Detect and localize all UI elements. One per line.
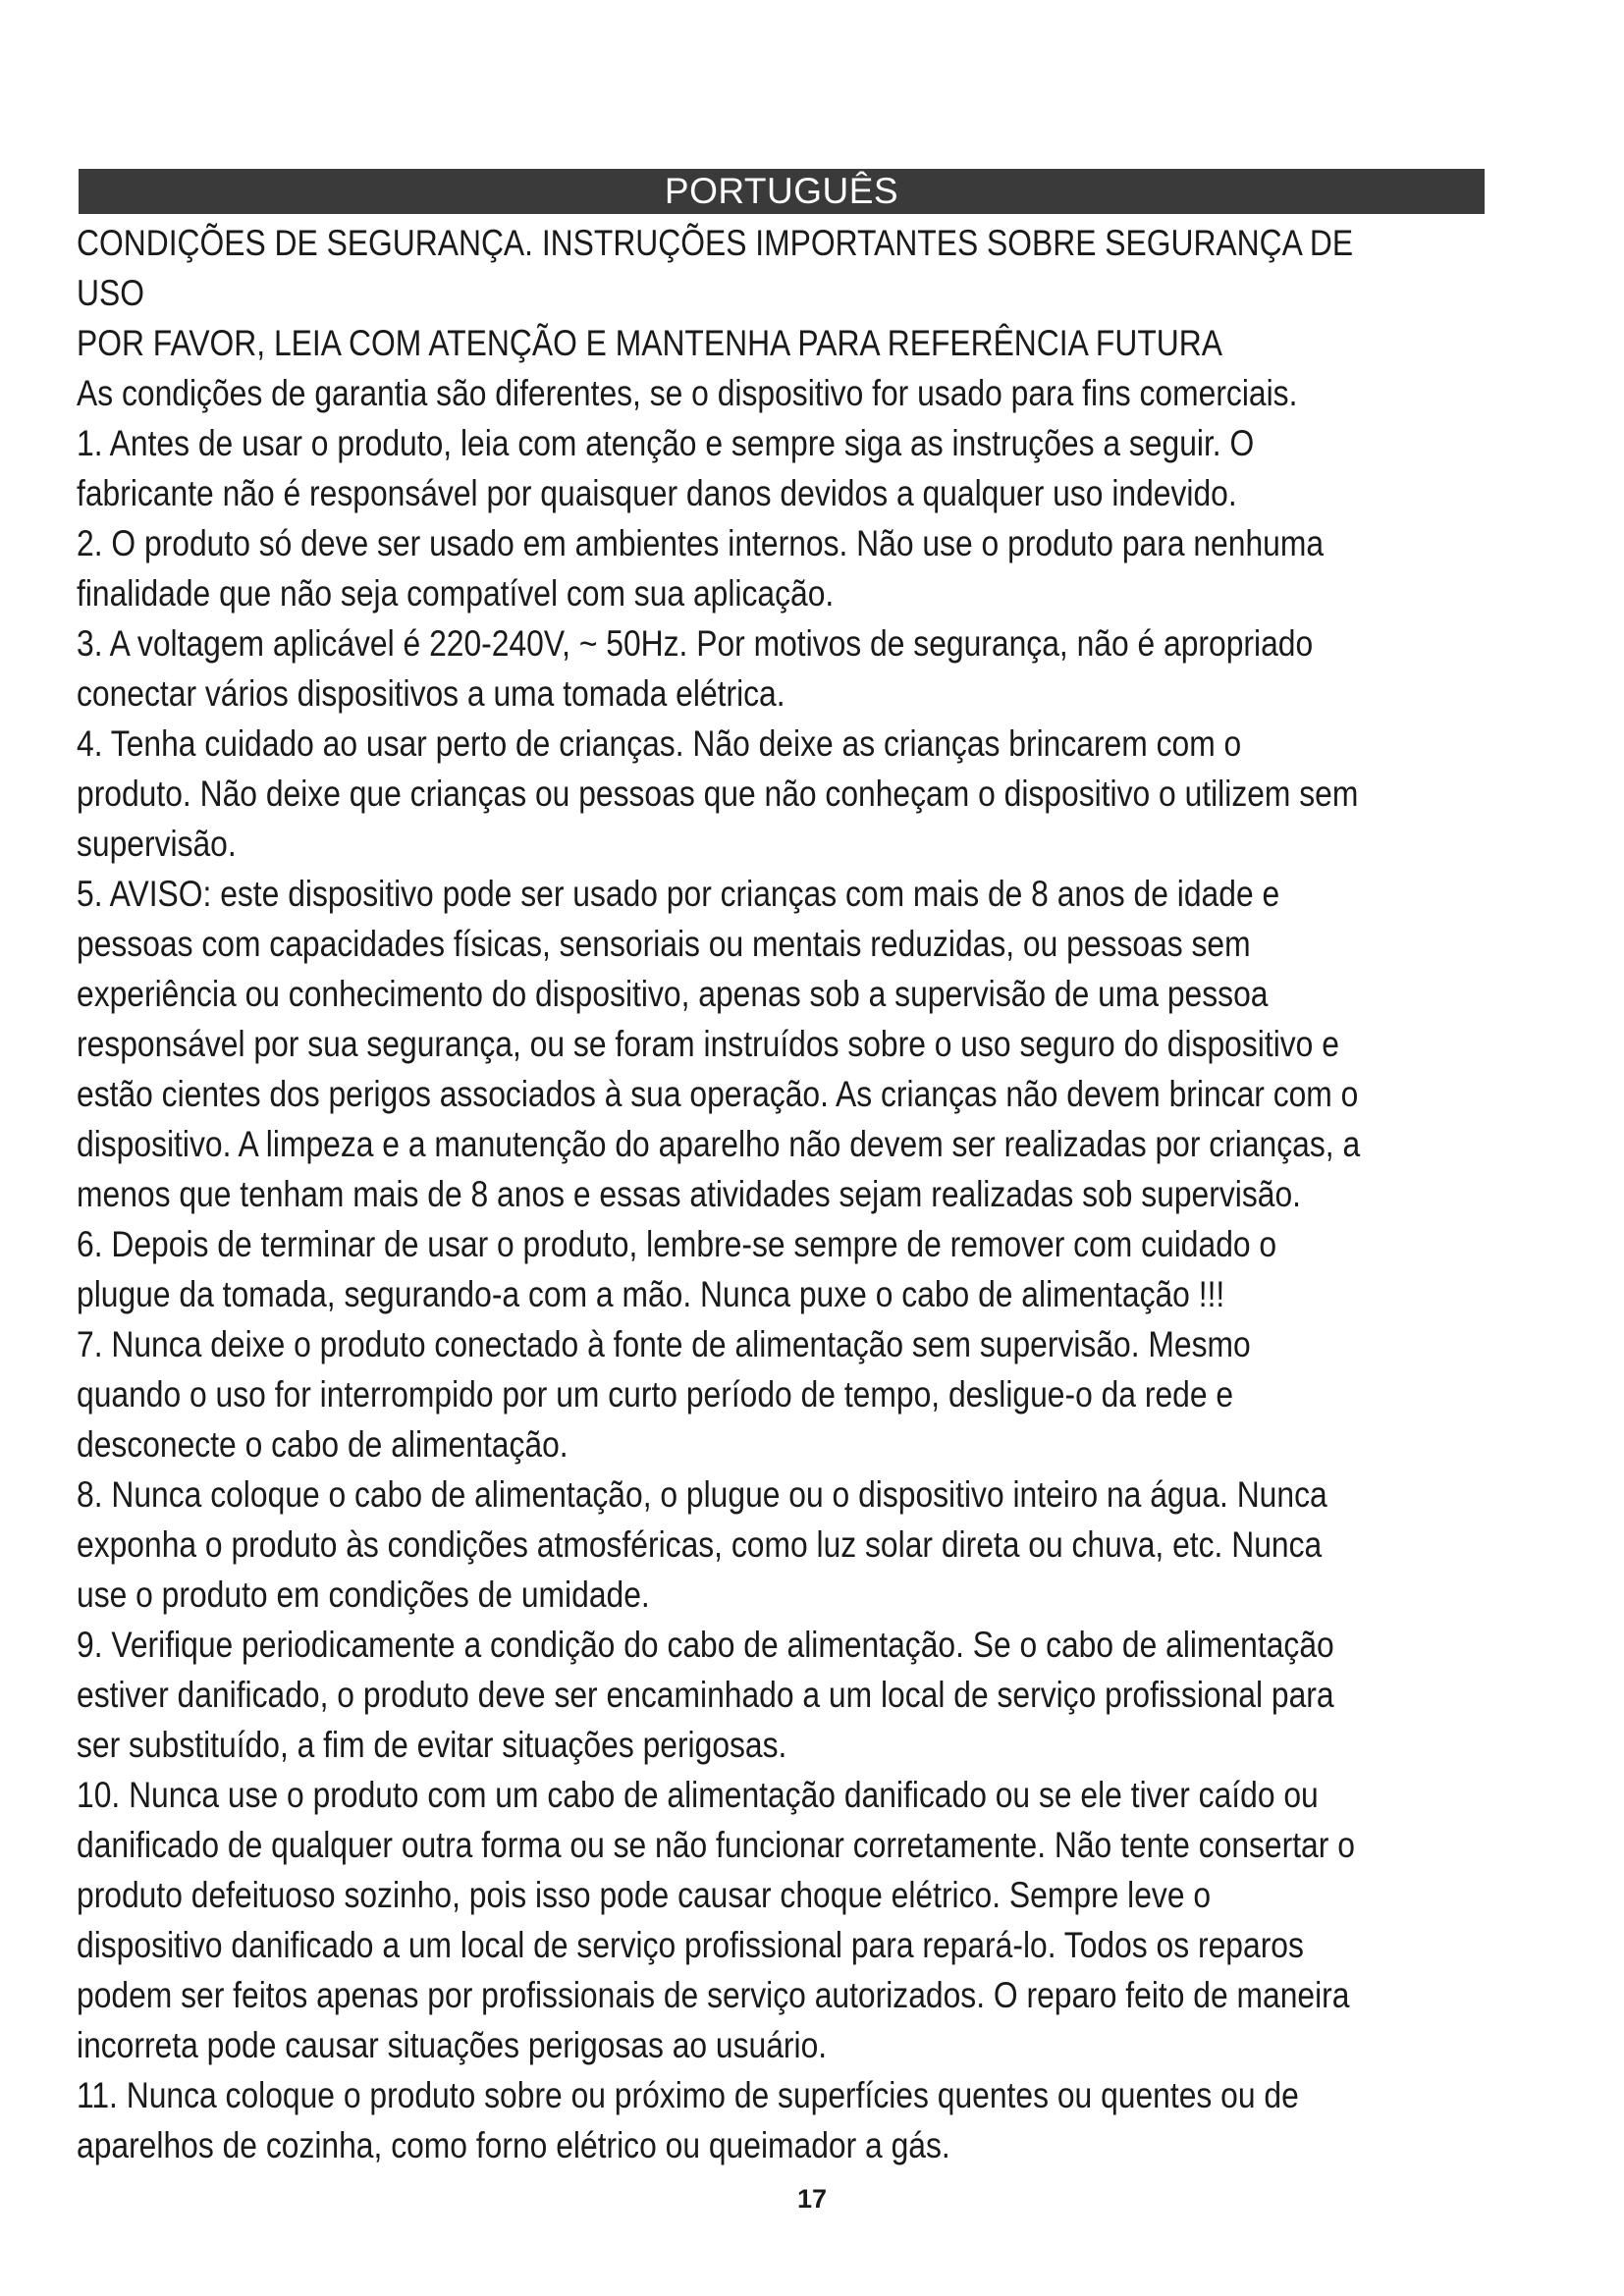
instruction-item-2: 2. O produto só deve ser usado em ambientes internos. Não use o produto para nenhuma finalidade que não seja compatível com sua aplicação. (77, 523, 1325, 614)
instruction-item-10: 10. Nunca use o produto com um cabo de alimentação danificado ou se ele tiver caído ou danificado de qualquer outra forma ou se não funcionar corretamente. Não tente consertar o produto defeituoso sozinho, pois isso pode causar choque elétrico. Sempre leve o dispositivo danificado a um local de serviço profissional para repará-lo. Todos os reparos podem ser feitos apenas por profissionais de serviço autorizados. O reparo feito de maneira incorreta pode causar situações perigosas ao usuário. (77, 1775, 1355, 2065)
language-banner: PORTUGUÊS (79, 169, 1485, 214)
instruction-item-3: 3. A voltagem aplicável é 220-240V, ~ 50Hz. Por motivos de segurança, não é apropriado conectar vários dispositivos a uma tomada elétrica. (77, 623, 1314, 714)
safety-heading: CONDIÇÕES DE SEGURANÇA. INSTRUÇÕES IMPORTANTES SOBRE SEGURANÇA DE USO (77, 223, 1354, 313)
instruction-item-6: 6. Depois de terminar de usar o produto, lembre-se sempre de remover com cuidado o plugue da tomada, segurando-a com a mão. Nunca puxe o cabo de alimentação !!! (77, 1224, 1277, 1314)
instruction-item-11: 11. Nunca coloque o produto sobre ou próximo de superfícies quentes ou quentes ou de aparelhos de cozinha, como forno elétrico ou queimador a gás. (77, 2075, 1299, 2165)
warranty-note: As condições de garantia são diferentes, se o dispositivo for usado para fins comerciais. (77, 373, 1298, 413)
read-carefully-heading: POR FAVOR, LEIA COM ATENÇÃO E MANTENHA PARA REFERÊNCIA FUTURA (77, 323, 1222, 363)
instruction-item-1: 1. Antes de usar o produto, leia com atenção e sempre siga as instruções a seguir. O fabricante não é responsável por quaisquer danos devidos a qualquer uso indevido. (77, 423, 1255, 513)
instruction-item-4: 4. Tenha cuidado ao usar perto de crianças. Não deixe as crianças brincarem com o produto. Não deixe que crianças ou pessoas que não conheçam o dispositivo o utilizem sem supervisão. (77, 723, 1359, 864)
instruction-item-9: 9. Verifique periodicamente a condição do cabo de alimentação. Se o cabo de alimentação estiver danificado, o produto deve ser encaminhado a um local de serviço profissional para ser substituído, a fim de evitar situações perigosas. (77, 1625, 1334, 1765)
page-number: 17 (796, 2184, 828, 2214)
instruction-item-8: 8. Nunca coloque o cabo de alimentação, o plugue ou o dispositivo inteiro na água. Nunca exponha o produto às condições atmosféricas, como luz solar direta ou chuva, etc. Nunca use o produto em condições de umidade. (77, 1474, 1327, 1615)
instruction-item-5: 5. AVISO: este dispositivo pode ser usado por crianças com mais de 8 anos de idade e pessoas com capacidades físicas, sensoriais ou mentais reduzidas, ou pessoas sem experiência ou conhecimento do dispositivo, apenas sob a supervisão de uma pessoa responsável por sua segurança, ou se foram instruídos sobre o uso seguro do dispositivo e estão cientes dos perigos associados à sua operação. As crianças não devem brincar com o dispositivo. A limpeza e a manutenção do aparelho não devem ser realizadas por crianças, a menos que tenham mais de 8 anos e essas atividades sejam realizadas sob supervisão. (77, 874, 1361, 1214)
safety-instructions (77, 218, 1360, 2170)
instruction-item-7: 7. Nunca deixe o produto conectado à fonte de alimentação sem supervisão. Mesmo quando o uso for interrompido por um curto período de tempo, desligue-o da rede e desconecte o cabo de alimentação. (77, 1324, 1251, 1465)
